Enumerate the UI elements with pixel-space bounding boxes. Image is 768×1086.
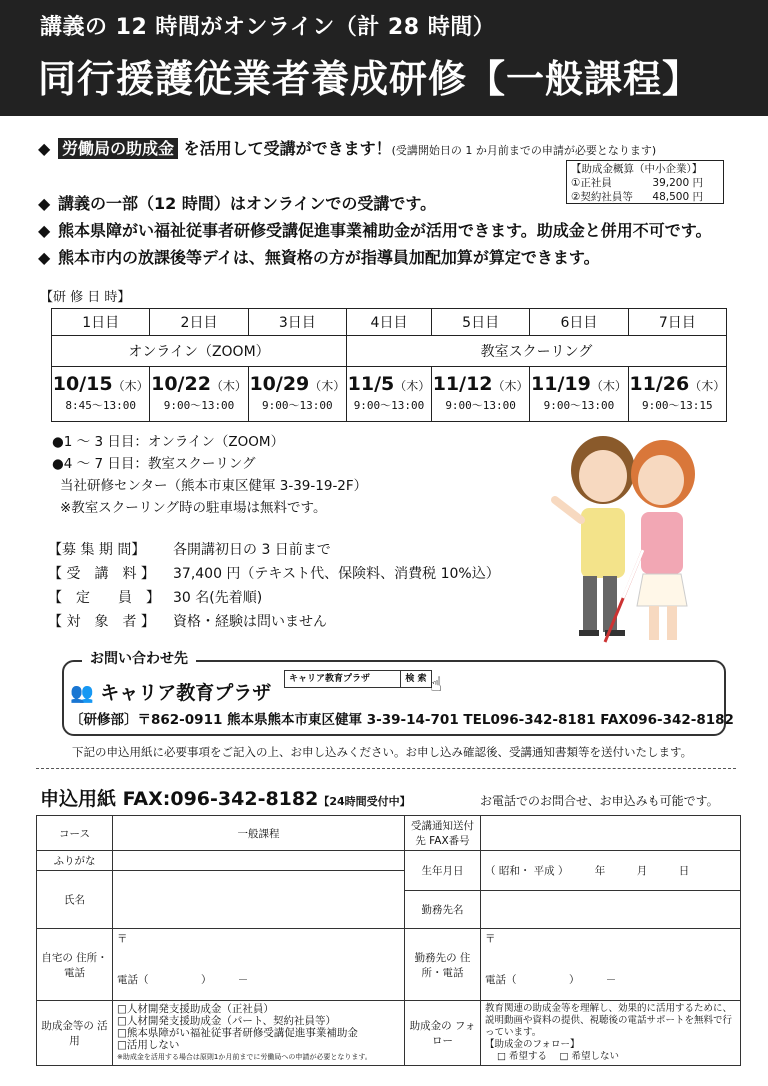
home-field[interactable]: [113, 929, 405, 1001]
day-header: 3日目: [248, 309, 346, 336]
date-cell: 10/15（木） 8:45～13:00: [52, 367, 150, 422]
bullet-online: [38, 191, 436, 214]
application-notice: 下記の申込用紙に必要事項をご記入の上、お申し込みください。お申し込み確認後、受講通知書類等を送付いたします。: [72, 745, 693, 759]
mode-classroom: 教室スクーリング: [347, 336, 727, 367]
detail-row: 【 受 講 料 】 37,400 円（テキスト代、保険料、消費税 10%込）: [48, 566, 500, 582]
schedule-label: 【研 修 日 時】: [40, 290, 131, 305]
header-banner: [0, 0, 768, 116]
mode-online: オンライン（ZOOM）: [52, 336, 347, 367]
diamond-icon: ◆: [38, 139, 51, 158]
guide-helper-illustration: [545, 430, 715, 650]
tel-text: 電話（ ） －: [485, 974, 617, 986]
info-line: ※教室スクーリング時の駐車場は無料です。: [60, 500, 327, 516]
contact-address: 〔研修部〕〒862-0911 熊本県熊本市東区健軍 3-39-14-701 TEL096-342-8181 FAX096-342-8182: [70, 712, 734, 728]
header-subtitle: 講義の 12 時間がオンライン（計 28 時間）: [40, 15, 496, 40]
date-cell: 11/12（木） 9:00～13:00: [431, 367, 529, 422]
day-header: 2日目: [150, 309, 248, 336]
bullet-subsidy: [38, 136, 656, 159]
subsidy-highlight: 労働局の助成金: [58, 138, 178, 159]
summary-label: ②契約社員等: [571, 191, 633, 203]
work-label: 勤務先名: [405, 891, 481, 929]
detail-row: 【 定 員 】 30 名(先着順): [48, 590, 263, 606]
bullet-text: 熊本市内の放課後等デイは、無資格の方が指導員加配加算が算定できます。: [58, 248, 600, 267]
course-label: コース: [37, 816, 113, 851]
fax-field[interactable]: [481, 816, 741, 851]
work-field[interactable]: [481, 891, 741, 929]
date-cell: 11/19（木） 9:00～13:00: [530, 367, 628, 422]
day-header: 7日目: [628, 309, 726, 336]
day-header: 5日目: [431, 309, 529, 336]
day-header: 4日目: [347, 309, 432, 336]
work-addr-field[interactable]: [481, 929, 741, 1001]
form-note: お電話でのお問合せ、お申込みも可能です。: [480, 794, 719, 808]
tel-text: 電話（ ） －: [117, 974, 249, 986]
date-cell: 11/5（木） 9:00～13:00: [347, 367, 432, 422]
summary-value: 39,200 円: [652, 177, 703, 189]
date-cell: 11/26（木） 9:00～13:15: [628, 367, 726, 422]
name-label: 氏名: [37, 871, 113, 929]
name-field[interactable]: [113, 871, 405, 929]
detail-row: 【 対 象 者 】 資格・経験は問いません: [48, 614, 327, 630]
summary-title: 【助成金概算（中小企業）】: [571, 163, 703, 175]
subsidy-option: □熊本県障がい福祉従事者研修受講促進事業補助金: [117, 1027, 358, 1039]
summary-label: ①正社員: [571, 177, 612, 189]
postal-mark: 〒: [117, 933, 128, 945]
bullet-text: 熊本県障がい福祉従事者研修受講促進事業補助金が活用できます。助成金と併用不可です。: [58, 221, 712, 240]
day-header: 1日目: [52, 309, 150, 336]
brand-name: [70, 678, 271, 705]
bullet-note: (受講開始日の 1 か月前までの申請が必要となります): [391, 144, 657, 157]
contact-title: お問い合わせ先: [82, 648, 196, 668]
furigana-label: ふりがな: [37, 851, 113, 871]
search-button: 検 索: [400, 671, 431, 687]
day-header: 6日目: [530, 309, 628, 336]
fax-label: 受講通知送付先 FAX番号: [405, 816, 481, 851]
header-title: 同行援護従業者養成研修【一般課程】: [38, 57, 702, 101]
follow-options: □ 希望する □ 希望しない: [497, 1051, 620, 1062]
application-form: [36, 815, 741, 1066]
search-box: [284, 670, 432, 688]
home-label: 自宅の 住所・電話: [37, 929, 113, 1001]
info-line: ●4 ～ 7 日目：教室スクーリング: [52, 456, 256, 472]
bullet-text: 講義の一部（12 時間）はオンラインでの受講です。: [58, 194, 437, 213]
follow-label: 助成金の フォロー: [405, 1001, 481, 1066]
subsidy-note: ※助成金を活用する場合は原則1か月前までに労働局への申請が必要となります。: [117, 1053, 372, 1061]
diamond-icon: ◆: [38, 248, 51, 267]
diamond-icon: ◆: [38, 194, 51, 213]
course-value: 一般課程: [113, 816, 405, 851]
birth-field[interactable]: （ 昭和・ 平成 ） 年 月 日: [481, 851, 741, 891]
detail-row: 【募 集 期 間】 各開講初日の 3 日前まで: [48, 542, 331, 558]
form-title: 申込用紙 FAX:096-342-8182【24時間受付中】: [40, 788, 411, 810]
date-cell: 10/29（木） 9:00～13:00: [248, 367, 346, 422]
subsidy-option: □人材開発支援助成金（正社員）: [117, 1003, 274, 1015]
people-icon: 👥: [70, 682, 94, 704]
brand-label: キャリア教育プラザ: [100, 682, 272, 704]
cut-line: [36, 768, 736, 769]
subsidy-label: 助成金等の 活用: [37, 1001, 113, 1066]
date-cell: 10/22（木） 9:00～13:00: [150, 367, 248, 422]
subsidy-option: □人材開発支援助成金（パート、契約社員等）: [117, 1015, 336, 1027]
summary-row: [571, 190, 719, 204]
subsidy-options[interactable]: [113, 1001, 405, 1066]
summary-value: 48,500 円: [652, 191, 703, 203]
birth-label: 生年月日: [405, 851, 481, 891]
pointer-hand-icon: ☝: [430, 672, 443, 696]
postal-mark: 〒: [485, 933, 496, 945]
bullet-text: を活用して受講ができます！: [183, 139, 392, 158]
summary-row: [571, 176, 719, 190]
diamond-icon: ◆: [38, 221, 51, 240]
follow-field[interactable]: [481, 1001, 741, 1066]
subsidy-summary-box: [566, 160, 724, 204]
info-line: ●1 ～ 3 日目：オンライン（ZOOM）: [52, 434, 285, 450]
work-addr-label: 勤務先の 住所・電話: [405, 929, 481, 1001]
search-query: キャリア教育プラザ: [289, 674, 371, 684]
subsidy-option: □活用しない: [117, 1039, 180, 1051]
bullet-dayservice: [38, 245, 600, 268]
furigana-field[interactable]: [113, 851, 405, 871]
follow-title: 【助成金のフォロー】: [485, 1039, 580, 1050]
bullet-prefecture: [38, 218, 711, 241]
schedule-table: [51, 308, 727, 422]
follow-text: 教育関連の助成金等を理解し、効果的に活用するために、説明動画や資料の提供、視聴後の電話サポートを無料で行っています。: [485, 1003, 733, 1038]
info-line: 当社研修センター（熊本市東区健軍 3-39-19-2F）: [60, 478, 368, 494]
